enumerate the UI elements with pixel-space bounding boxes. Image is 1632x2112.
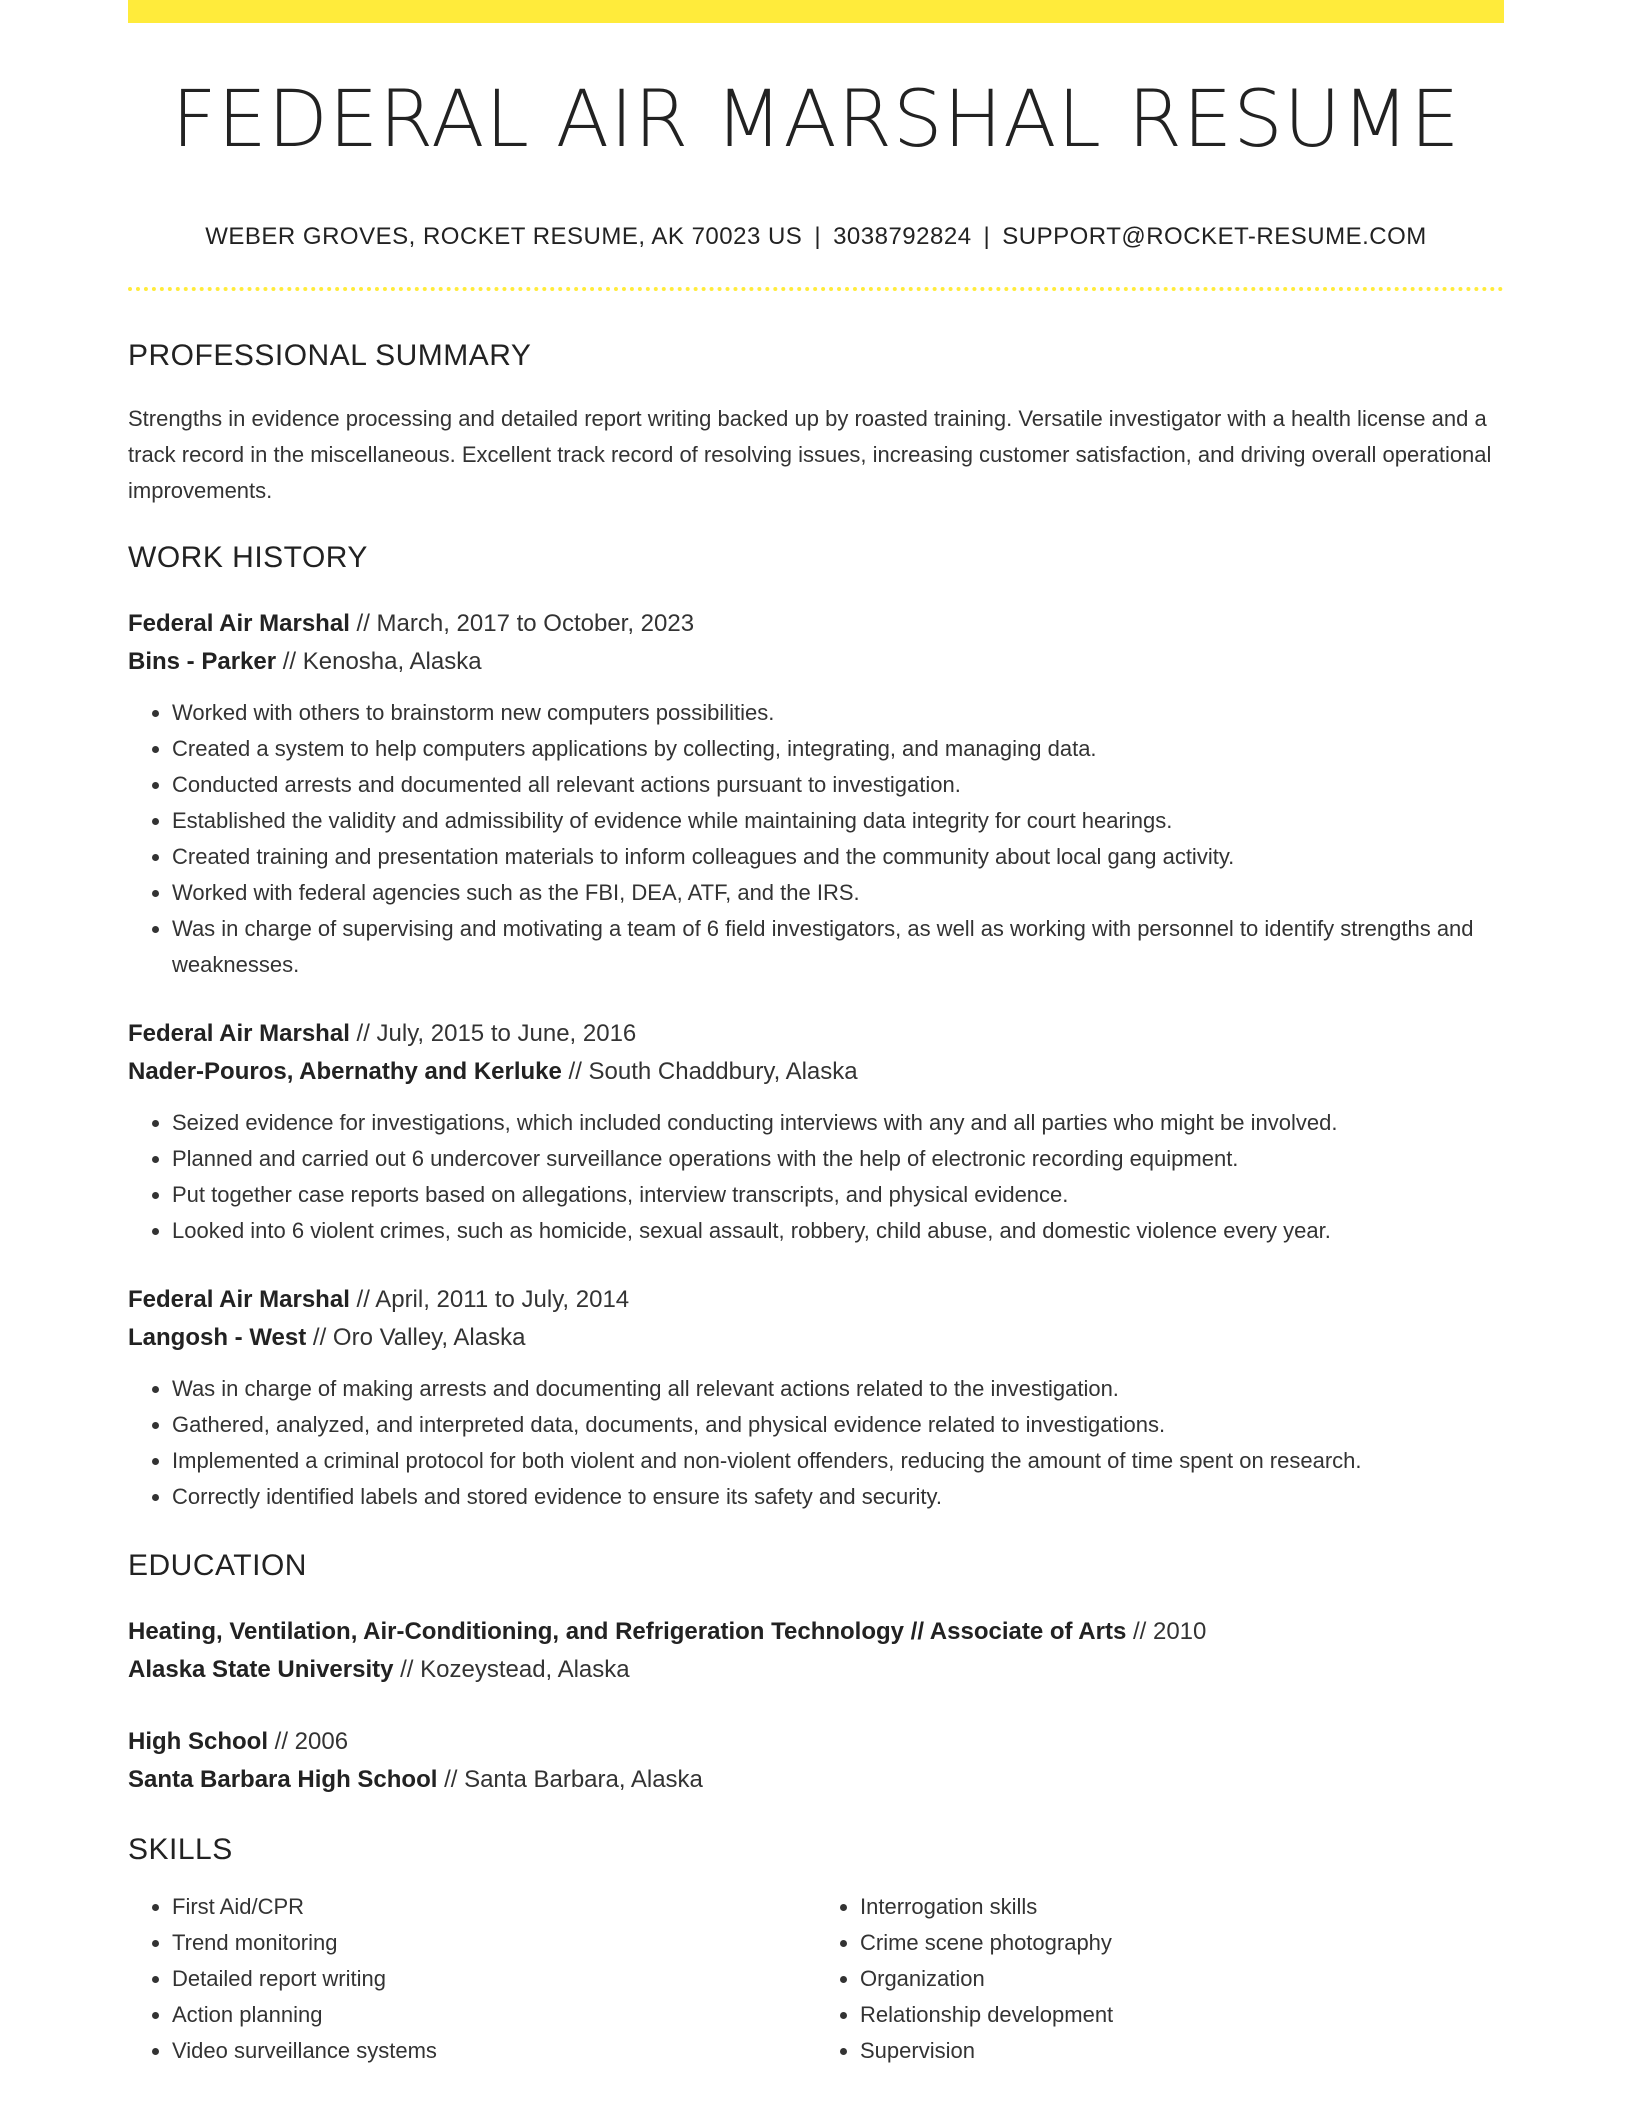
work-history-list — [128, 605, 1504, 1515]
job-bullet: • Seized evidence for investigations, which included conducting interviews with any and all parties who might be involved. — [172, 1105, 1504, 1141]
job-dates: // July, 2015 to June, 2016 — [349, 1020, 637, 1047]
education-degree-line — [128, 1723, 1504, 1761]
dotted-divider — [128, 287, 1504, 291]
job-location: // South Chaddbury, Alaska — [561, 1058, 858, 1085]
education-year: // 2006 — [268, 1728, 349, 1755]
education-entry — [128, 1613, 1504, 1689]
job-dates: // April, 2011 to July, 2014 — [349, 1286, 630, 1313]
job-bullet: • Was in charge of making arrests and documenting all relevant actions related to the investigation. — [172, 1371, 1504, 1407]
education-heading: EDUCATION — [128, 1549, 307, 1582]
skill-item: • Action planning — [172, 1997, 816, 2033]
summary-heading: PROFESSIONAL SUMMARY — [128, 339, 532, 372]
job-bullet: • Conducted arrests and documented all relevant actions pursuant to investigation. — [172, 767, 1504, 803]
education-school: Santa Barbara High School — [128, 1766, 438, 1793]
job-entry — [128, 605, 1504, 983]
job-company: Nader-Pouros, Abernathy and Kerluke — [128, 1058, 562, 1085]
education-entry — [128, 1723, 1504, 1799]
job-title-line — [128, 1015, 1504, 1053]
job-company-line — [128, 1053, 1504, 1091]
job-bullet: • Worked with federal agencies such as the FBI, DEA, ATF, and the IRS. — [172, 875, 1504, 911]
education-school: Alaska State University — [128, 1656, 394, 1683]
skill-item: • Trend monitoring — [172, 1925, 816, 1961]
job-bullet: • Created training and presentation materials to inform colleagues and the community about local gang activity. — [172, 839, 1504, 875]
job-bullet: • Looked into 6 violent crimes, such as homicide, sexual assault, robbery, child abuse, and domestic violence every year. — [172, 1213, 1504, 1249]
job-title-line — [128, 605, 1504, 643]
skill-item: • Video surveillance systems — [172, 2033, 816, 2069]
job-bullets — [128, 695, 1504, 983]
summary-text: Strengths in evidence processing and detailed report writing backed up by roasted training. Versatile investigator with a health license and a track record in the miscellaneous. Excellent track record of resolving issues, increasing customer satisfaction, and driving overall operational improvements. — [128, 406, 1492, 503]
job-location: // Kenosha, Alaska — [276, 648, 482, 675]
skill-item: • Supervision — [860, 2033, 1504, 2069]
education-location: // Santa Barbara, Alaska — [437, 1766, 703, 1793]
skill-item: • Detailed report writing — [172, 1961, 816, 1997]
job-bullets — [128, 1105, 1504, 1249]
resume-page — [128, 0, 1504, 2069]
job-company: Langosh - West — [128, 1324, 307, 1351]
contact-separator: | — [814, 223, 822, 250]
job-bullet: • Correctly identified labels and stored evidence to ensure its safety and security. — [172, 1479, 1504, 1515]
job-bullet: • Put together case reports based on allegations, interview transcripts, and physical evidence. — [172, 1177, 1504, 1213]
accent-top-bar — [128, 0, 1504, 23]
education-year: // 2010 — [1126, 1618, 1207, 1645]
job-bullet: • Planned and carried out 6 undercover surveillance operations with the help of electronic recording equipment. — [172, 1141, 1504, 1177]
job-bullet: • Created a system to help computers applications by collecting, integrating, and managing data. — [172, 731, 1504, 767]
job-bullet: • Established the validity and admissibility of evidence while maintaining data integrity for court hearings. — [172, 803, 1504, 839]
skill-item: • Crime scene photography — [860, 1925, 1504, 1961]
job-location: // Oro Valley, Alaska — [306, 1324, 526, 1351]
job-title-line — [128, 1281, 1504, 1319]
education-location: // Kozeystead, Alaska — [393, 1656, 630, 1683]
job-company-line — [128, 1319, 1504, 1357]
contact-phone: 3038792824 — [833, 223, 972, 250]
job-company-line — [128, 643, 1504, 681]
skill-item: • First Aid/CPR — [172, 1889, 816, 1925]
skill-item: • Interrogation skills — [860, 1889, 1504, 1925]
job-bullet: • Gathered, analyzed, and interpreted data, documents, and physical evidence related to investigations. — [172, 1407, 1504, 1443]
job-entry — [128, 1281, 1504, 1515]
job-dates: // March, 2017 to October, 2023 — [349, 610, 695, 637]
contact-line — [128, 223, 1504, 251]
skills-grid — [128, 1889, 1504, 2069]
contact-email: SUPPORT@ROCKET-RESUME.COM — [1002, 223, 1427, 250]
job-title: Federal Air Marshal — [128, 610, 350, 637]
job-bullet: • Was in charge of supervising and motivating a team of 6 field investigators, as well as working with personnel to identify strengths and weaknesses. — [172, 911, 1504, 983]
skill-item: • Relationship development — [860, 1997, 1504, 2033]
contact-separator: | — [983, 223, 991, 250]
education-degree: Heating, Ventilation, Air-Conditioning, and Refrigeration Technology // Associate of Arts — [128, 1618, 1127, 1645]
skills-column-left — [128, 1889, 816, 2069]
education-school-line — [128, 1651, 1504, 1689]
job-bullet: • Worked with others to brainstorm new computers possibilities. — [172, 695, 1504, 731]
contact-address: WEBER GROVES, ROCKET RESUME, AK 70023 US — [205, 223, 803, 250]
job-entry — [128, 1015, 1504, 1249]
skills-heading: SKILLS — [128, 1833, 233, 1866]
job-bullets — [128, 1371, 1504, 1515]
job-company: Bins - Parker — [128, 648, 277, 675]
skills-column-right — [816, 1889, 1504, 2069]
job-title: Federal Air Marshal — [128, 1286, 350, 1313]
work-history-heading: WORK HISTORY — [128, 541, 368, 574]
job-bullet: • Implemented a criminal protocol for both violent and non-violent offenders, reducing the amount of time spent on research. — [172, 1443, 1504, 1479]
job-title: Federal Air Marshal — [128, 1020, 350, 1047]
education-degree-line — [128, 1613, 1504, 1651]
resume-title: FEDERAL AIR MARSHAL RESUME — [171, 75, 1461, 165]
skill-item: • Organization — [860, 1961, 1504, 1997]
education-school-line — [128, 1761, 1504, 1799]
education-degree: High School — [128, 1728, 268, 1755]
